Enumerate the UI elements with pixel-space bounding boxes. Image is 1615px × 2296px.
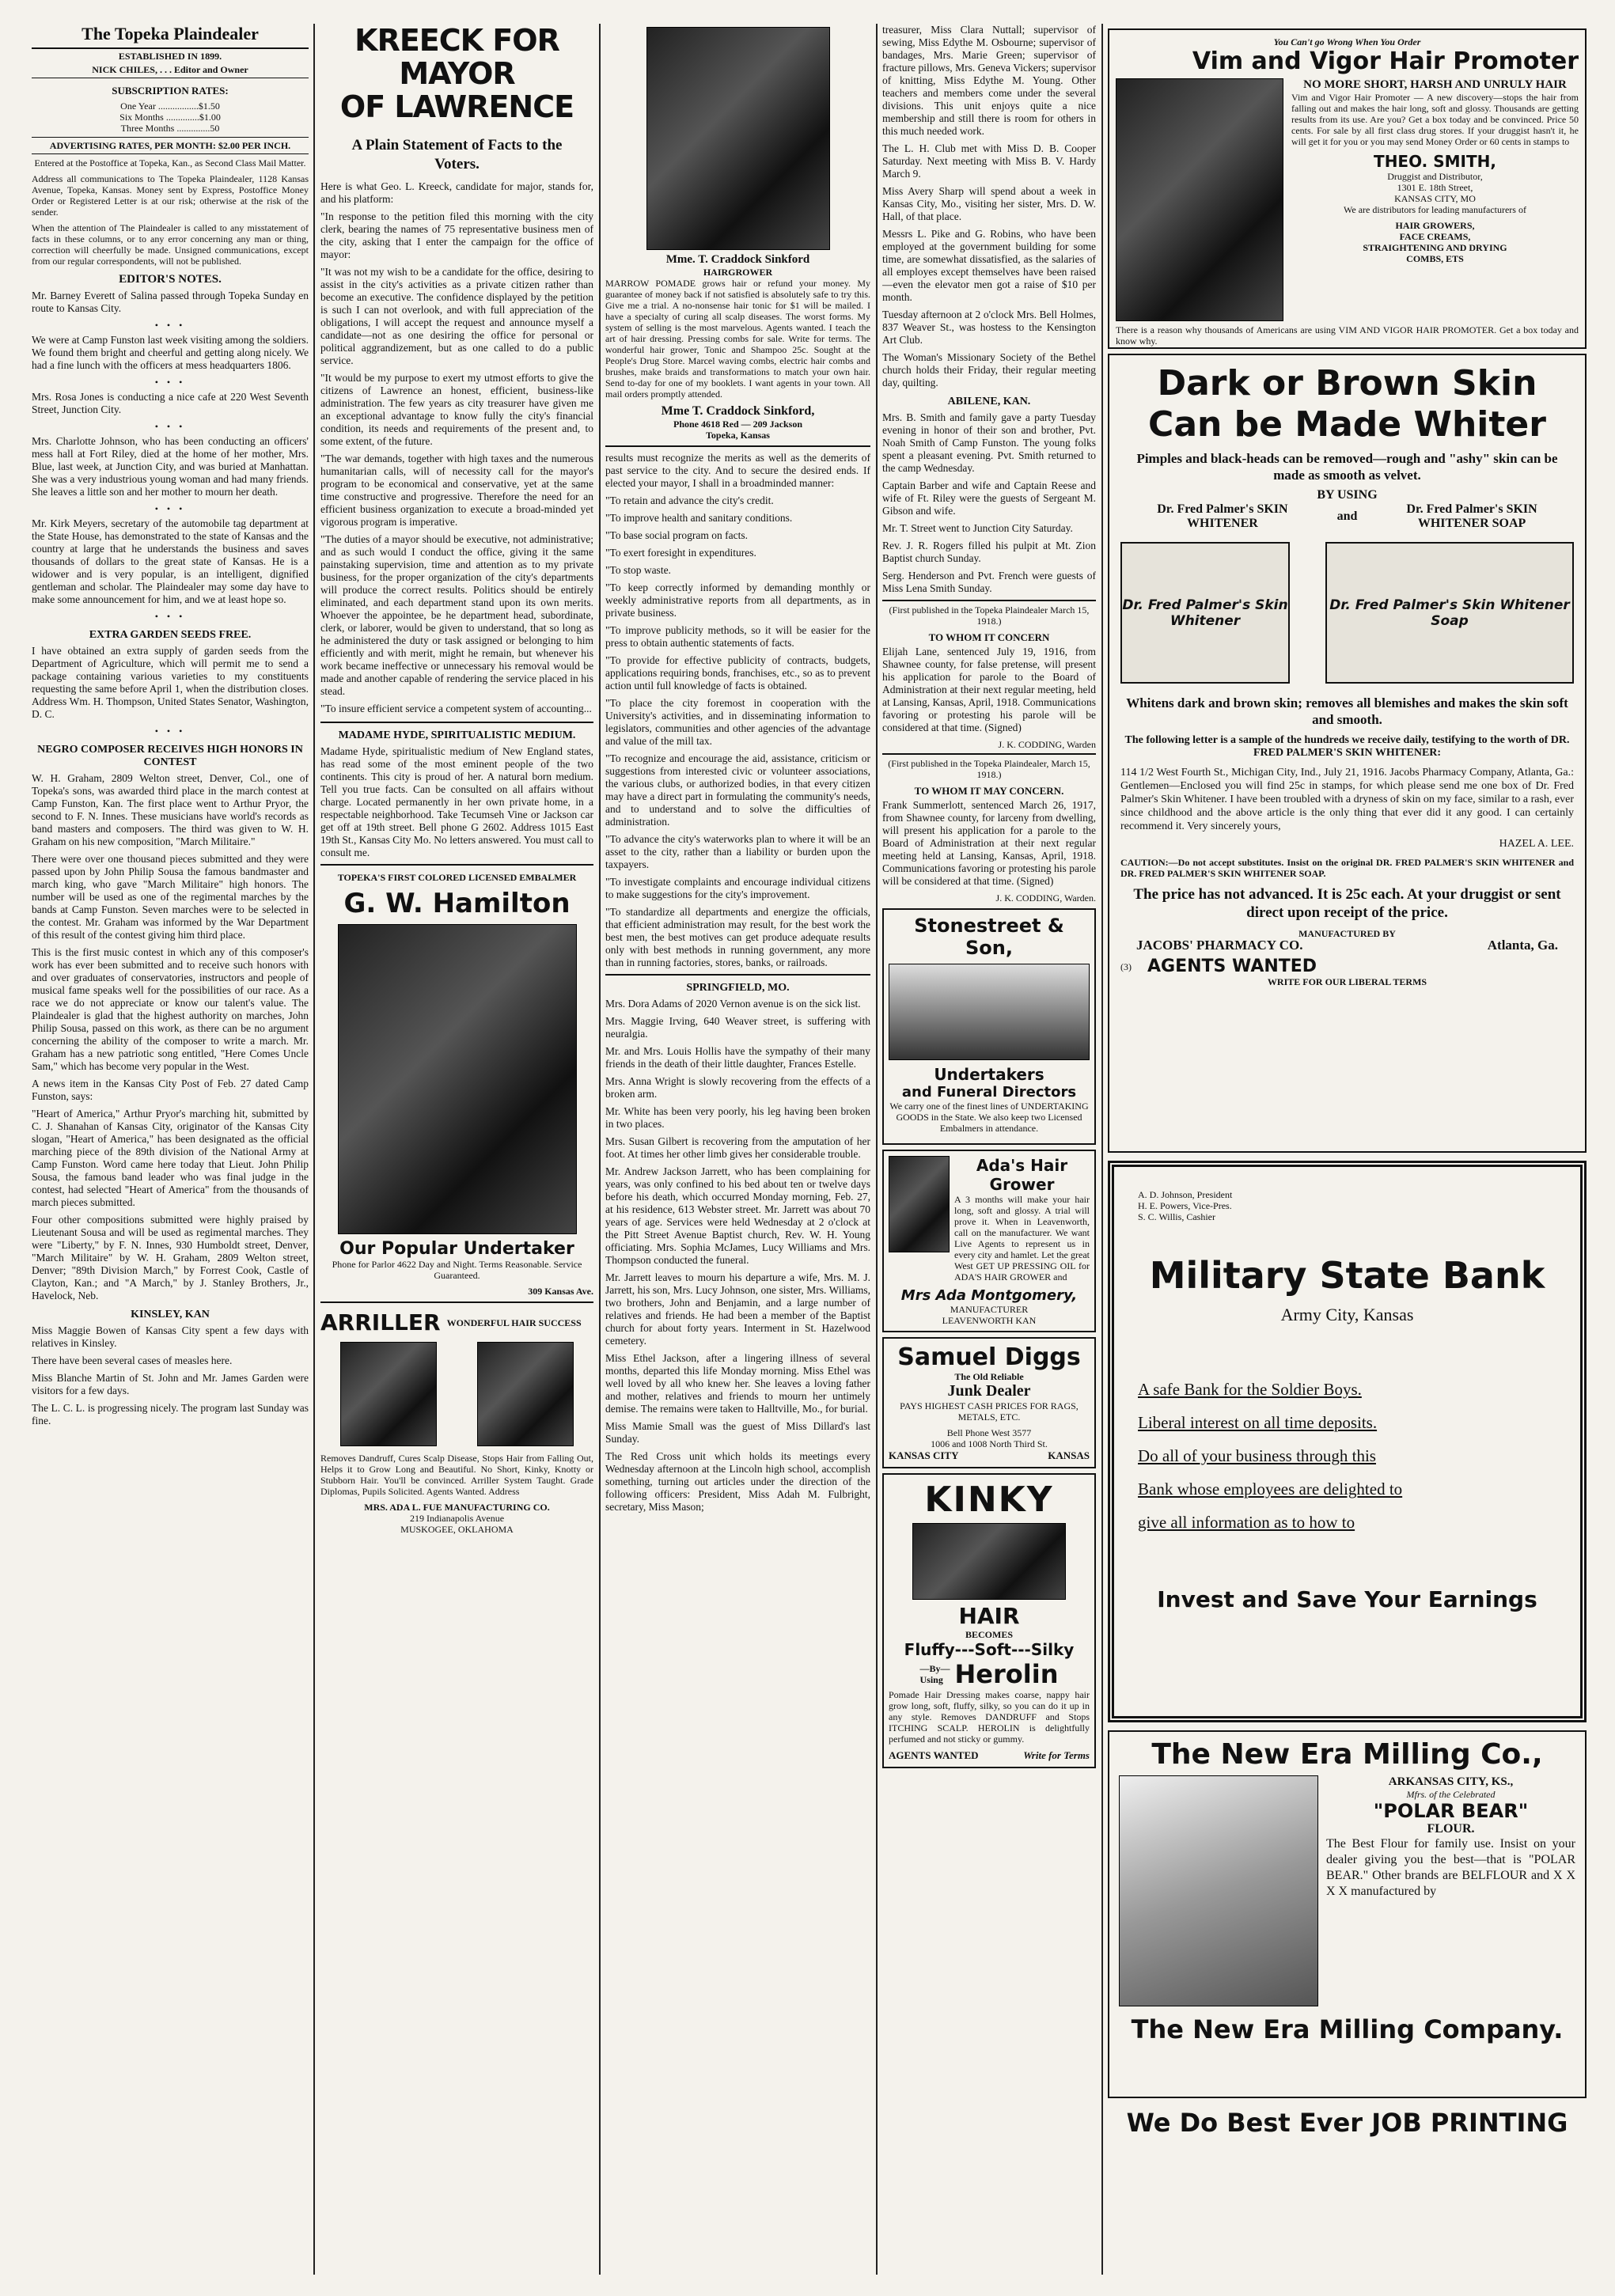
kreeck-cont-12: "To advance the city's waterworks plan to where it will be an asset to the city, rather than a liability or burden upon the taxpayers. (605, 833, 870, 870)
madame-hyde-heading: MADAME HYDE, SPIRITUALISTIC MEDIUM. (338, 729, 576, 741)
ada-portrait (889, 1156, 950, 1252)
kinky-agents: AGENTS WANTED (889, 1749, 979, 1761)
vim-illustration (1116, 78, 1283, 321)
diggs-business: Junk Dealer (947, 1382, 1031, 1400)
springfield-p10: Miss Mamie Small was the guest of Miss Dillard's last Sunday. (605, 1420, 870, 1445)
palmer-signed: HAZEL A. LEE. (1499, 838, 1574, 850)
ada-text: A 3 months will make your hair long, soft and glossy. A trial will prove it. When in Leavenworth, call on the manufacturer. We want Live Agents to represent us in every city and hamlet. Let the great West GET UP PRESSING OIL for ADA'S HAIR GROWER and (954, 1194, 1090, 1283)
vim-distrib: We are distributors for leading manufacturers of (1344, 204, 1526, 215)
bank-officer-2: H. E. Powers, Vice-Pres. (1138, 1200, 1232, 1211)
stonestreet-line1: Undertakers (934, 1065, 1044, 1084)
palmer-by-using: BY USING (1317, 488, 1378, 502)
arriller-addr2: MUSKOGEE, OKLAHOMA (400, 1524, 514, 1535)
palmer-write: WRITE FOR OUR LIBERAL TERMS (1267, 976, 1427, 987)
hamilton-details: Phone for Parlor 4622 Day and Night. Terms Reasonable. Service Guaranteed. (332, 1259, 582, 1281)
kreeck-subhead: A Plain Statement of Facts to the Voters. (351, 137, 563, 172)
kreeck-p3: "It was not my wish to be a candidate for the office, desiring to assist in the city's activities as a private citizen rather than become an executive. The confidence displayed by the petition is such I can not overlook, and with full appreciation of the obligations, I will accept the request and announce myself a candidate—not as one desiring the office for personal or political aggrandizement, but as one called to do a public service. (320, 266, 593, 366)
vim-address: 1301 E. 18th Street, (1397, 182, 1473, 193)
hearse-illustration (889, 964, 1090, 1060)
springfield-p11: The Red Cross unit which holds its meetings every Wednesday afternoon at the Lincoln high school, accomplish something, turning out articles under the direction of the following officers: President, Miss Adah M. Fulbright, secretary, Miss Mason; (605, 1450, 870, 1513)
entered-notice: Entered at the Postoffice at Topeka, Kan., as Second Class Mail Matter. (34, 157, 306, 169)
column-rule (1101, 24, 1103, 2275)
milling-footer: The New Era Milling Company. (1131, 2014, 1564, 2044)
kreeck-cont-2: "To retain and advance the city's credit. (605, 494, 774, 506)
milling-mfrs: Mfrs. of the Celebrated (1406, 1789, 1496, 1800)
kreeck-headline-1: KREECK FOR MAYOR (354, 24, 559, 91)
springfield-p3: Mr. and Mrs. Louis Hollis have the sympathy of their many friends in the death of their little daughter, Frances Estelle. (605, 1045, 870, 1070)
ada-name2: Grower (989, 1175, 1055, 1194)
kreeck-cont-11: "To recognize and encourage the aid, assistance, criticism or suggestions from interested civic or volunteer associations, the various clubs, or authorized bodies, in that every citizen may have a direct part in formulating the community's needs, and to understand and to solve the difficulties of administration. (605, 752, 870, 828)
kreeck-cont-7: "To keep correctly informed by demanding monthly or weekly administrative reports from all departments, as in private business. (605, 582, 870, 619)
bank-slogan: Invest and Save Your Earnings (1157, 1586, 1537, 1612)
notice2-pub: (First published in the Topeka Plaindealer, March 15, 1918.) (888, 758, 1090, 780)
col4-p1: treasurer, Miss Clara Nuttall; supervisor of sewing, Miss Edythe M. Osbourne; supervisor of bandages, Mrs. Marie Green; supervisor of fracture pillows, Mrs. Geneva Vickers; supervisor of knitting, Miss Edythe M. Young. Other teachers and members come under the several divisions. This unit enjoys quite a nice membership and still there is room for others in this much needed work. (882, 24, 1096, 137)
ada-signature: Mrs Ada Montgomery, (900, 1287, 1078, 1304)
palmer-ad (1108, 354, 1587, 1153)
kinky-hair: HAIR (958, 1603, 1020, 1629)
notice1-text: Elijah Lane, sentenced July 19, 1916, from Shawnee county, for false pretense, will present his application for parole to the Board of Administration at their next regular meeting, held at Lansing, Kansas, April, 1918. Communications favoring or protesting his parole will be considered at that time. (Signed) (882, 646, 1096, 733)
sinkford-portrait (646, 27, 830, 250)
kreeck-cont-9: "To provide for effective publicity of contracts, budgets, applications requiring bonds, franchises, etc., so as to prevent action until full knowledge of facts is obtained. (605, 654, 870, 691)
kreeck-cont-14: "To standardize all departments and energize the officials, that efficient administration may result, for the best work the best men, the best motives can get produce adequate results only with best methods in running government, any more than in running factories, stores, banks, or railroads. (605, 906, 870, 968)
kreeck-cont-4: "To base social program on facts. (605, 529, 749, 541)
milling-flour: FLOUR. (1427, 1822, 1475, 1836)
abilene-p2: Captain Barber and wife and Captain Reese and wife of Ft. Riley were the guests of Sergeant M. Gibson and wife. (882, 479, 1096, 517)
composer-p3: This is the first music contest in which any of this composer's work has ever been submitted and to receive such honors with and over graduates of conservatories, instructors and people of musical fame speaks well for the possibilities of our race. As a race we do not appreciate or know our talent's value. The Plaindealer is glad that the highest authority on marches, John Philip Sousa, passed on this work, as there can be no argument concerning the ability of the composer to write a march. Mr. Graham has a new patriotic song entitled, "Here Comes Uncle Sam," which has become very popular in the West. (32, 946, 309, 1072)
sinkford-caption: Mme. T. Craddock Sinkford (665, 253, 810, 266)
ada-city: LEAVENWORTH KAN (942, 1315, 1037, 1326)
palmer-product2: Dr. Fred Palmer's SKIN WHITENER SOAP (1406, 502, 1537, 530)
palmer-title1: Dark or Brown Skin (1157, 363, 1537, 404)
ada-ad (882, 1150, 1096, 1332)
milling-text: The Best Flour for family use. Insist on your dealer giving you the best—that is "POLAR BEAR." Other brands are BELFLOUR and X X X X manufactured by (1326, 1837, 1575, 1898)
sinkford-phone: Phone 4618 Red — 209 Jackson (673, 419, 802, 430)
notice1-signed: J. K. CODDING, Warden (998, 739, 1096, 750)
composer-p1: W. H. Graham, 2809 Welton street, Denver, Col., one of Topeka's sons, was awarded third place in the march contest at Camp Funston, Kan. The first place went to Arthur Pryor, the second to F. N. Innes. These musicians have world's records as band masters and composers. The third was given to W. H. Graham on his new composition, "March Militaire." (32, 772, 309, 847)
correction-notice: When the attention of The Plaindealer is called to any misstatement of facts in these columns, or to any error concerning any man or thing, correction will cheerfully be made. Unsigned communications, except from our regular correspondents, will not be published. (32, 222, 309, 267)
kreeck-cont-6: "To stop waste. (605, 564, 671, 576)
kinky-ad (882, 1473, 1096, 1768)
rate-1: One Year .................$1.50 (120, 100, 220, 112)
palmer-and: and (1336, 510, 1358, 523)
column-2 (320, 24, 593, 2275)
sinkford-city: Topeka, Kansas (706, 430, 770, 441)
kinky-becomes: BECOMES (965, 1629, 1013, 1640)
milling-title: The New Era Milling Co., (1151, 1738, 1543, 1771)
notice2-signed: J. K. CODDING, Warden. (995, 892, 1096, 904)
bank-city: Army City, Kansas (1280, 1305, 1414, 1324)
editors-note-5: Mr. Kirk Meyers, secretary of the automobile tag department at the State House, has demonstrated to the state of Kansas and the country at large that he understands the business and saves thousands of dollars to the great state of Kansas. He is a widower and is very popular, is an intelligent, dignified gentleman and scholar. The Plaindealer may some day have to make some announcement for him, and we at least hope so. (32, 517, 309, 605)
column-3 (605, 24, 870, 2275)
kreeck-p6: "The duties of a mayor should be executive, not administrative; and as such would I conduct the office, giving it the same painstaking supervision, time and attention as to my private business, for the proper organization of the city's departments will produce the correct results. Politics should be entirely eliminated, and each department stand upon its own merits. Whoever the appointee, be he department head, subordinate, clerk, or laborer, would be given to understand, that so long as he administered the duty or task assigned or belonging to him efficiently and with merit, might he remain, but whenever his work became ineffective or unnecessary his removal would be made and another capable of rendering the service placed in his stead. (320, 533, 593, 697)
bank-line-1: A safe Bank for the Soldier Boys. (1138, 1380, 1362, 1399)
kreeck-p7: "To insure efficient service a competent system of accounting... (320, 703, 592, 714)
kreeck-cont-1: results must recognize the merits as well as the demerits of past service to the city. And to secure the desired ends. If elected your mayor, I shall in a broadminded manner: (605, 452, 870, 489)
diggs-name: Samuel Diggs (897, 1343, 1081, 1371)
vim-product-1: HAIR GROWERS, (1395, 220, 1475, 231)
diggs-address: 1006 and 1008 North Third St. (931, 1438, 1048, 1449)
kreeck-p2: "In response to the petition filed this morning with the city clerk, bearing the names of 75 representative business men of the city, asking that I enter the campaign for the office of mayor: (320, 210, 593, 260)
hamilton-address: 309 Kansas Ave. (528, 1286, 593, 1297)
new-era-milling-ad (1108, 1730, 1587, 2098)
job-printing-slogan: We Do Best Ever JOB PRINTING (1126, 2108, 1568, 2138)
bank-line-3: Do all of your business through this (1138, 1446, 1376, 1465)
diggs-phone: Bell Phone West 3577 (946, 1427, 1032, 1438)
vim-topline: You Can't go Wrong When You Order (1273, 36, 1421, 47)
arriller-brand: ARRILLER (320, 1309, 441, 1336)
editors-note-3: Mrs. Rosa Jones is conducting a nice cafe at 220 West Seventh Street, Junction City. (32, 391, 309, 415)
kreeck-cont-3: "To improve health and sanitary conditions. (605, 512, 793, 524)
kinsley-p4: The L. C. L. is progressing nicely. The program last Sunday was fine. (32, 1402, 309, 1426)
column-rule (876, 24, 878, 2275)
column-5 (1108, 24, 1587, 2275)
springfield-p7: Mr. Andrew Jackson Jarrett, who has been complaining for years, was only confined to his bed about ten or twelve days before his death, which occurred Monday morning, Feb. 27, at his residence, 613 Webster street. Mr. Jarrett was about 70 years of age. Services were held Wednesday at 2 o'clock at the Pitt Street Avenue Baptist church, Rev. W. H. Young officiating. Mrs. Sophia McJames, Lucy Williams and Mrs. Thompson conducted the funeral. (605, 1165, 870, 1266)
kreeck-cont-5: "To exert foresight in expenditures. (605, 547, 756, 559)
composer-p6: Four other compositions submitted were highly praised by Lieutenant Sousa and will be used as regimental marches. They were "Liberty," by F. N. Innes, 930 Humboldt street, Denver, "March Militaire" by W. H. Graham, 2809 Welton street, Denver; "89th Division March," by Forrest Cook, Castle of Clayton, Kan.; and "A March," by J. Stanley Brothers, Jr., Havelock, Neb. (32, 1214, 309, 1301)
palmer-sub: Pimples and black-heads can be removed—rough and "ashy" skin can be made as smooth as velvet. (1136, 451, 1558, 483)
abilene-heading: ABILENE, KAN. (947, 396, 1031, 407)
vim-text: Vim and Vigor Hair Promoter — A new discovery—stops the hair from falling out and makes the hair long, soft and glossy. Thousands are getting results from its use. Are you? Get a box today and be convinced. Price 50 cents. For sale by all first class drug stores. If your druggist hasn't it, he will get it for you or you may send Money Order or 60 cents in stamps to (1291, 92, 1579, 147)
advertising-rates: ADVERTISING RATES, PER MONTH: $2.00 PER INCH. (32, 137, 309, 154)
subscription-heading: SUBSCRIPTION RATES: (112, 85, 229, 97)
diggs-sub: The Old Reliable (954, 1371, 1024, 1382)
kreeck-cont-8: "To improve publicity methods, so it will be easier for the press to obtain authentic statements of facts. (605, 624, 870, 649)
springfield-p8: Mr. Jarrett leaves to mourn his departure a wife, Mrs. M. J. Jarrett, his son, Mrs. Lucy Johnson, one sister, Mrs. Williams, two brothers, John and Benjamin, and a large number of relatives and friends. He had been a member of the Baptist church for about forty years. Interment in St. Hazelwood cemetery. (605, 1271, 870, 1347)
hamilton-tagline: TOPEKA'S FIRST COLORED LICENSED EMBALMER (337, 872, 577, 883)
col4-p5: Tuesday afternoon at 2 o'clock Mrs. Bell Holmes, 837 Weaver St., was hostess to the Kensington Art Club. (882, 309, 1096, 346)
bank-line-4: Bank whose employees are delighted to (1138, 1480, 1403, 1498)
palmer-title2: Can be Made Whiter (1148, 404, 1546, 445)
editors-note-4: Mrs. Charlotte Johnson, who has been conducting an officers' mess hall at Fort Riley, died at the home of her mother, Mrs. Blue, last week, at Junction City, and was buried at Manhattan. She was a very industrious young woman and had many friends. She leaves a little son and her mother to mourn her death. (32, 435, 309, 498)
kinky-text: Pomade Hair Dressing makes coarse, nappy hair grow long, soft, fluffy, silky, so you can do it up in any style. Removes DANDRUFF and Stops ITCHING SCALP. HEROLIN is delightfully perfumed and not sticky or gummy. (889, 1689, 1090, 1745)
springfield-p9: Miss Ethel Jackson, after a lingering illness of several months, departed this life Monday morning. Miss Ethel was well loved by all who knew her. She leaves a loving father and mother, relatives and friends to mourn her untimely demise. The remains were taken to Halltville, Mo., for burial. (605, 1352, 870, 1415)
kreeck-p4: "It would be my purpose to exert my utmost efforts to give the citizens of Lawrence an honest, efficient, business-like administration. The few years as city treasurer have given me an exceptional advantage to know fully the city's financial condition, its needs and requirements of the present and, to some extent, of the future. (320, 372, 593, 447)
arriller-photo-before (340, 1342, 437, 1446)
madame-hyde-text: Madame Hyde, spiritualistic medium of New England states, has read some of the most eminent people of the two continents. This city is proud of her. A natural born medium. Tell you true facts. Can be consulted on all affairs without charge. Located permanently in her own private home, in a respectable neighborhood. Take Tecumseh Vine or Jackson car get off at 19th street. Bell phone G 2602. Address 1015 East 19th St., Kansas City Mo. No letters answered. You must call to consult me. (320, 745, 593, 858)
kinsley-p1: Miss Maggie Bowen of Kansas City spent a few days with relatives in Kinsley. (32, 1324, 309, 1349)
kinky-top: KINKY (924, 1480, 1054, 1520)
vim-role: Druggist and Distributor, (1387, 171, 1483, 182)
milling-product: "POLAR BEAR" (1373, 1800, 1529, 1822)
springfield-p1: Mrs. Dora Adams of 2020 Vernon avenue is on the sick list. (605, 998, 861, 1010)
bank-line-5: give all information as to how to (1138, 1513, 1355, 1532)
hamilton-name: G. W. Hamilton (343, 888, 571, 919)
editors-notes-heading: EDITOR'S NOTES. (119, 273, 222, 286)
stonestreet-line2: and Funeral Directors (901, 1084, 1077, 1101)
palmer-num: (3) (1120, 960, 1132, 972)
palmer-pkg1: Dr. Fred Palmer's Skin Whitener (1122, 597, 1288, 629)
masthead-established: ESTABLISHED IN 1899. (118, 51, 222, 62)
column-rule (313, 24, 315, 2275)
palmer-city: Atlanta, Ga. (1487, 938, 1558, 953)
kreeck-p1: Here is what Geo. L. Kreeck, candidate for major, stands for, and his platform: (320, 180, 593, 205)
garden-seeds-heading: EXTRA GARDEN SEEDS FREE. (89, 629, 252, 641)
kinky-tagline: Fluffy---Soft---Silky (904, 1640, 1075, 1659)
vim-footer: There is a reason why thousands of Americans are using VIM AND VIGOR HAIR PROMOTER. Get a box today and know why. (1116, 324, 1579, 347)
kinky-by: —By— (919, 1663, 950, 1674)
military-bank-ad (1108, 1161, 1587, 1722)
palmer-letter-intro: The following letter is a sample of the hundreds we receive daily, testifying to the worth of DR. FRED PALMER'S SKIN WHITENER: (1124, 734, 1570, 759)
kreeck-cont-10: "To place the city foremost in cooperation with the University's activities, and in disseminating information to legislators, communities and other agencies of the advantage and value of the mill tax. (605, 697, 870, 747)
palmer-product1: Dr. Fred Palmer's SKIN WHITENER (1157, 502, 1288, 530)
stonestreet-ad (882, 908, 1096, 1145)
arriller-addr1: 219 Indianapolis Avenue (409, 1513, 505, 1524)
col4-p4: Messrs L. Pike and G. Robins, who have been employed at the government building for some time, are somewhat dissatisfied, as the salaries of all employes except themselves have been raised—even the elevator men got a raise of $10 per month. (882, 228, 1096, 303)
column-4 (882, 24, 1096, 2275)
composer-p2: There were over one thousand pieces submitted and they were passed upon by John Philip Sousa the famous bandmaster and march king, who gave "March Militaire" high honors. The number will be used as one of the regimental marches by the bands at Camp Funston. Seven marches were to be selected in the contest. Mr. Graham was informed by the War Department of this result of the contest giving him third place. (32, 853, 309, 941)
negro-composer-heading: NEGRO COMPOSER RECEIVES HIGH HONORS IN CONTEST (37, 744, 303, 768)
ada-sub: MANUFACTURER (950, 1304, 1029, 1315)
arriller-tagline: WONDERFUL HAIR SUCCESS (446, 1317, 582, 1328)
col4-p3: Miss Avery Sharp will spend about a week in Kansas City, Mo., visiting her sister, Mrs. D. W. Hall, of that place. (882, 185, 1096, 222)
arriller-photo-after (477, 1342, 574, 1446)
vim-name: THEO. SMITH, (1374, 152, 1496, 171)
palmer-pkg2: Dr. Fred Palmer's Skin Whitener Soap (1329, 597, 1570, 629)
column-1: The Topeka Plaindealer ESTABLISHED IN 1899. NICK CHILES, . . . Editor and Owner SUBSCRIPTION RATES: One Year .................$1.50 Six Months ..............$1.00 Three Months ..............50 ADVERTISING RATES, PER MONTH: $2.00 PER INCH. Entered at the Postoffice at Topeka, Kan., as Second Class Mail Matter. Address all communications to The Topeka Plaindealer, 1128 Kansas Avenue, Topeka, Kansas. Money sent by Express, Postoffice Money Order or Registered Letter is at our risk; otherwise at the risk of the sender. When the attention of The Plaindealer is called to any misstatement of facts in these columns, or to any error concerning any man or thing, correction will cheerfully be made. Unsigned communications, except from our regular correspondents, will not be published. EDITOR'S NOTES. Mr. Barney Everett of Salina passed through Topeka Sunday en route to Kansas City. • • • We were at Camp Funston last week visiting among the soldiers. We found them bright and cheerful and getting along nicely. We had a fine lunch with the officers at mess headquarters 1806. • • • Mrs. Rosa Jones is conducting a nice cafe at 220 West Seventh Street, Junction City. • • • Mrs. Charlotte Johnson, who has been conducting an officers' mess hall at Fort Riley, died at the home of her mother, Mrs. Blue, last week, at Junction City, and was buried at Manhattan. She was a very industrious young woman and had many friends. She leaves a little son and her mother to mourn her death. • • • Mr. Kirk Meyers, secretary of the automobile tag department at the State House, has demonstrated to the state of Kansas and the country at large that he understands the business and saves thousands of dollars to the great state of Kansas. He is a widower and is very popular, is an intelligent, dignified gentleman and scholar. The Plaindealer may some day have to make some announcement for him, and we at least hope so. • • • EXTRA GARDEN SEEDS FREE. I have obtained an extra supply of garden seeds from the Department of Agriculture, which will permit me to send a package containing various varieties to my constituents requesting the same before April 1, when the distribution closes. Address Wm. H. Thompson, United States Senator, Washington, D. C. • • • NEGRO COMPOSER RECEIVES HIGH HONORS IN CONTEST W. H. Graham, 2809 Welton street, Denver, Col., one of Topeka's sons, was awarded third place in the march contest at Camp Funston, Kan. The first place went to Arthur Pryor, the second to F. N. Innes. These musicians have world's records as band masters and composers. The third was given to W. H. Graham on his new composition, "March Militaire." There were over one thousand pieces submitted and they were passed upon by John Philip Sousa the famous bandmaster and march king, who gave "March Militaire" high honors. The number will be used as one of the regimental marches by the bands at Camp Funston. Seven marches were to be selected in the contest. Mr. Graham was informed by the War Department of this result of the contest giving him third place. This is the first music contest in which any of this composer's work has ever been submitted and to receive such honors with and over graduates of conservatories, instructors and people of musical fame speaks well for the possibilities of our race. As a race we do not appreciate or know our talent's value. The Plaindealer is glad that the highest authority on marches, John Philip Sousa, passed on this work, as there can be no argument concerning the ability of the composer to write a march. Mr. Graham has a new patriotic song entitled, "Here Comes Uncle Sam," which has become very popular in the West. A news item in the Kansas City Post of Feb. 27 dated Camp Funston, says: "Heart of America," Arthur Pryor's marching hit, submitted by C. J. Shanahan of Kansas City, originator of the Kansas City slogan, "Heart of America," has been designated as the official marching piece of the 89th division of the National Army at Camp Funston. Word came here today that Lieut. John Philip Sousa, the famous band leader who was final judge in the contest, had selected "Heart of America" from the thousands of march pieces submitted. Four other compositions submitted were highly praised by Lieutenant Sousa and will be used as regimental marches. They were "Liberty," by F. N. Innes, 930 Humboldt street, Denver, "March Militaire" by W. H. Graham, 2809 Welton street, Denver; "89th Division March," by Forrest Cook, Castle of Clayton, Kan.; and "A March," by J. Stanley Brothers, Jr., Havelock, Neb. KINSLEY, KAN Miss Maggie Bowen of Kansas City spent a few days with relatives in Kinsley. There have been several cases of measles here. Miss Blanche Martin of St. John and Mr. James Garden were visitors for a few days. The L. C. L. is progressing nicely. The program last Sunday was fine. (32, 24, 309, 1426)
kinsley-p2: There have been several cases of measles here. (32, 1354, 233, 1366)
abilene-p3: Mr. T. Street went to Junction City Saturday. (882, 522, 1073, 534)
masthead-title: The Topeka Plaindealer (32, 24, 309, 49)
ada-name1: Ada's Hair (976, 1156, 1068, 1175)
palmer-claim: Whitens dark and brown skin; removes all blemishes and makes the skin soft and smooth. (1126, 695, 1568, 727)
composer-p4: A news item in the Kansas City Post of Feb. 27 dated Camp Funston, says: (32, 1078, 309, 1102)
sinkford-text: MARROW POMADE grows hair or refund your money. My guarantee of money back if not satisfied is absolutely safe to try this. Give me a trial. A no-nonsense hair tonic for $1 will be mailed. I have a specialty of curing all scalp diseases. The worst forms. My system of selling is the most marvelous. Agents wanted. I teach the art of hair dressing. Pressing combs for sale. Write for terms. The wonderful hair grower, Tonic and Shampoo 25c. Sought at the People's Drug Store. Marcel waving combs, electric hair combs and brushes, make braids and transformations to match your own hair. Send to-day for one of my booklets. I want agents in your town. All mail orders promptly attended. (605, 278, 870, 400)
diggs-city: KANSAS CITY (889, 1449, 959, 1461)
bank-officer-1: A. D. Johnson, President (1138, 1189, 1233, 1200)
bank-name: Military State Bank (1149, 1254, 1545, 1297)
stonestreet-text: We carry one of the finest lines of UNDERTAKING GOODS in the State. We also keep two Licensed Embalmers in attendance. (889, 1101, 1089, 1134)
editors-note-1: Mr. Barney Everett of Salina passed through Topeka Sunday en route to Kansas City. (32, 290, 309, 314)
notice2-heading: TO WHOM IT MAY CONCERN. (914, 785, 1064, 797)
vim-city: KANSAS CITY, MO (1394, 193, 1476, 204)
diggs-state: KANSAS (1048, 1449, 1090, 1461)
kinsley-p3: Miss Blanche Martin of St. John and Mr. James Garden were visitors for a few days. (32, 1372, 309, 1396)
springfield-p2: Mrs. Maggie Irving, 640 Weaver street, is suffering with neuralgia. (605, 1015, 870, 1040)
rate-2: Six Months ..............$1.00 (119, 112, 221, 123)
hamilton-portrait (338, 924, 577, 1234)
vim-line1: NO MORE SHORT, HARSH AND UNRULY HAIR (1303, 78, 1567, 91)
col4-p6: The Woman's Missionary Society of the Bethel church holds their Friday, their regular meeting day, quilting. (882, 351, 1096, 388)
notice1-pub: (First published in the Topeka Plaindealer March 15, 1918.) (889, 604, 1090, 627)
springfield-heading: SPRINGFIELD, MO. (686, 982, 790, 994)
vim-product-4: COMBS, ETS (1406, 253, 1464, 264)
palmer-agents: AGENTS WANTED (1147, 957, 1317, 976)
palmer-letter: 114 1/2 West Fourth St., Michigan City, Ind., July 21, 1916. Jacobs Pharmacy Company, Atlanta, Ga.: Gentlemen—Enclosed you will find 25c in stamps, for which please send me one box of Dr. Fred Palmer's Skin Whitener. I have been troubled with a dryness of skin on my face, similar to a rash, ever since childhood and the above article is the only thing that ever did it any good. I can certainly recommend it. Very sincerely yours, (1120, 767, 1575, 832)
milling-city: ARKANSAS CITY, KS., (1388, 1775, 1514, 1788)
arriller-text: Removes Dandruff, Cures Scalp Disease, Stops Hair from Falling Out, Helps it to Grow Long and Beautiful. No Short, Kinky, Knotty or Stubborn Hair. You'll be convinced. Arriller System Taught. Grade Diplomas, Pupils Solicited. Agents Wanted. Address (320, 1453, 593, 1497)
arriller-header (320, 1301, 593, 1336)
diggs-ad (882, 1337, 1096, 1468)
palmer-price: The price has not advanced. It is 25c each. At your druggist or sent direct upon receipt of the price. (1133, 886, 1561, 921)
kinsley-heading: KINSLEY, KAN (131, 1309, 210, 1320)
polar-bear-illustration (1119, 1775, 1318, 2006)
abilene-p1: Mrs. B. Smith and family gave a party Tuesday evening in honor of their son and brother, Pvt. Noah Smith of Camp Funston. The young folks spent a pleasant evening. Pvt. Smith returned to the camp Wednesday. (882, 411, 1096, 474)
rate-3: Three Months ..............50 (120, 123, 220, 134)
masthead-editor: NICK CHILES, . . . Editor and Owner (32, 62, 309, 78)
arriller-company: MRS. ADA L. FUE MANUFACTURING CO. (364, 1502, 550, 1513)
bank-officer-3: S. C. Willis, Cashier (1138, 1211, 1215, 1222)
notice2-text: Frank Summerlott, sentenced March 26, 1917, from Shawnee county, for larceny from dwelling, will present his application for a parole to the Board of Administration at their next regular meeting held at Lansing, Kansas, April, 1918. Communications favoring or protesting his parole will be considered at that time. (Signed) (882, 799, 1096, 887)
kinky-brand: Herolin (954, 1659, 1059, 1689)
col4-p2: The L. H. Club met with Miss D. B. Cooper Saturday. Next meeting with Miss B. V. Hardy March 9. (882, 142, 1096, 180)
sinkford-name: Mme T. Craddock Sinkford, (661, 404, 815, 418)
kinky-illustration (912, 1523, 1066, 1600)
composer-p5: "Heart of America," Arthur Pryor's marching hit, submitted by C. J. Shanahan of Kansas City, originator of the Kansas City slogan, "Heart of America," has been designated as the official marching piece of the 89th division of the National Army at Camp Funston. Word came here today that Lieut. John Philip Sousa, the famous band leader who was final judge in the contest, had selected "Heart of America" from the thousands of march pieces submitted. (32, 1108, 309, 1208)
vim-product-2: FACE CREAMS, (1399, 231, 1471, 242)
newspaper-page (32, 24, 1587, 2275)
diggs-text: PAYS HIGHEST CASH PRICES FOR RAGS, METALS, ETC. (900, 1400, 1079, 1423)
sinkford-sub: HAIRGROWER (703, 267, 773, 278)
address-notice: Address all communications to The Topeka Plaindealer, 1128 Kansas Avenue, Topeka, Kansas. Money sent by Express, Postoffice Money Order or Registered Letter is at our risk; otherwise at the risk of the sender. (32, 173, 309, 218)
palmer-caution: CAUTION:—Do not accept substitutes. Insist on the original DR. FRED PALMER'S SKIN WHITENER and DR. FRED PALMER'S SKIN WHITENER SOAP. (1120, 857, 1574, 879)
palmer-company: JACOBS' PHARMACY CO. (1136, 938, 1303, 953)
kreeck-cont-13: "To investigate complaints and encourage individual citizens to make suggestions for the city's improvement. (605, 876, 870, 900)
vim-title: Vim and Vigor Hair Promoter (1192, 47, 1579, 75)
springfield-p6: Mrs. Susan Gilbert is recovering from the amputation of her foot. At times her other limb gives her considerable trouble. (605, 1135, 870, 1160)
kreeck-headline-2: OF LAWRENCE (339, 89, 574, 124)
springfield-p5: Mr. White has been very poorly, his leg having been broken in two places. (605, 1105, 870, 1130)
bank-line-2: Liberal interest on all time deposits. (1138, 1413, 1378, 1432)
vim-product-3: STRAIGHTENING AND DRYING (1363, 242, 1507, 253)
hamilton-caption: Our Popular Undertaker (339, 1239, 574, 1259)
kinky-write: Write for Terms (1023, 1749, 1090, 1761)
column-rule (599, 24, 601, 2275)
palmer-mfd: MANUFACTURED BY (1298, 928, 1396, 939)
stonestreet-name: Stonestreet & Son, (914, 915, 1064, 959)
vim-vigor-ad (1108, 28, 1587, 349)
springfield-p4: Mrs. Anna Wright is slowly recovering from the effects of a broken arm. (605, 1075, 870, 1100)
abilene-p5: Serg. Henderson and Pvt. French were guests of Miss Lena Smith Sunday. (882, 570, 1096, 594)
abilene-p4: Rev. J. R. Rogers filled his pulpit at Mt. Zion Baptist church Sunday. (882, 540, 1096, 564)
notice1-heading: TO WHOM IT CONCERN (928, 631, 1050, 643)
kreeck-p5: "The war demands, together with high taxes and the numerous humanitarian calls, will of necessity call for the mayor's program to be economical and conservative, yet at the same time constructive and progressive. Therefore the need for an efficient business organization to execute a broad-minded yet vigorous program is imperative. (320, 453, 593, 528)
editors-note-2: We were at Camp Funston last week visiting among the soldiers. We found them bright and cheerful and getting along nicely. We had a fine lunch with the officers at mess headquarters 1806. (32, 334, 309, 371)
garden-seeds-text: I have obtained an extra supply of garden seeds from the Department of Agriculture, which will permit me to send a package containing various varieties to my constituents requesting the same before April 1, when the distribution closes. Address Wm. H. Thompson, United States Senator, Washington, D. C. (32, 645, 309, 720)
kinky-using: Using (919, 1674, 943, 1685)
